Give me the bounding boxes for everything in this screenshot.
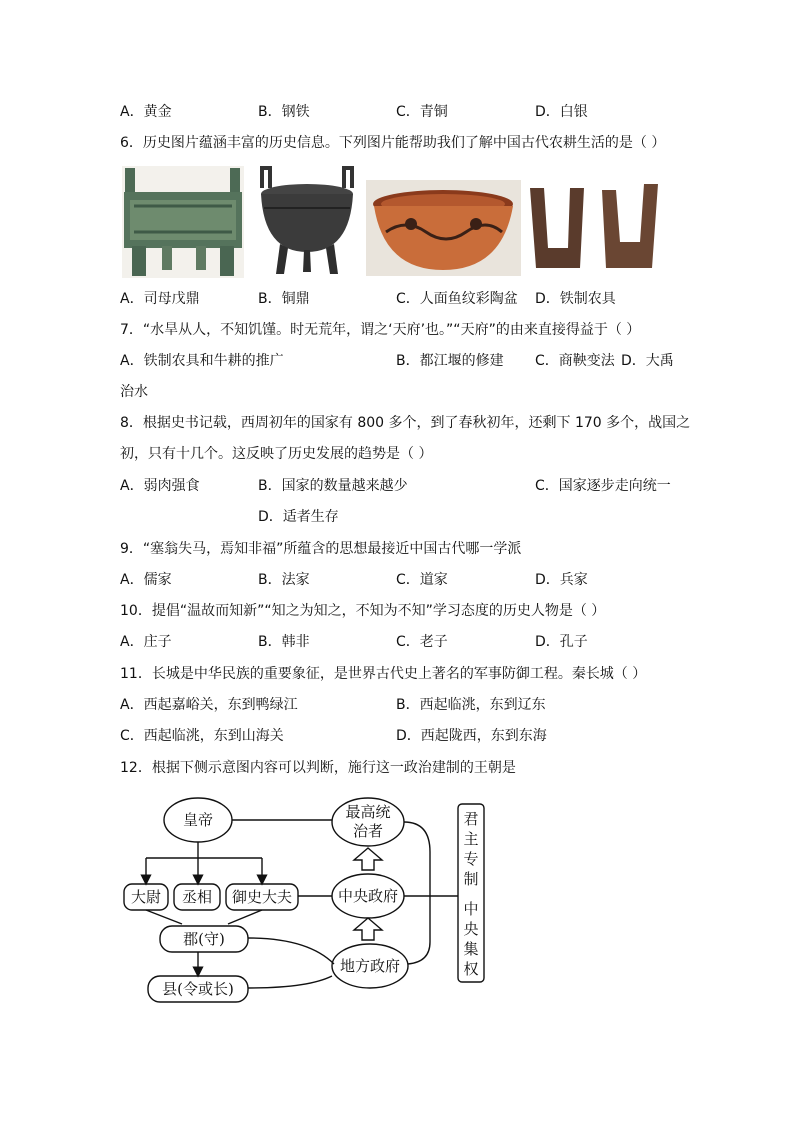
q11-option-d: D．西起陇西，东到东海 <box>396 728 547 744</box>
q6-stem: 6．历史图片蕴涵丰富的历史信息。下列图片能帮助我们了解中国古代农耕生活的是（ ） <box>120 135 666 151</box>
q5-option-b: B．钢铁 <box>258 104 310 120</box>
side-char: 制 <box>463 870 479 888</box>
side-char: 君 <box>463 810 479 828</box>
q8-option-b: B．国家的数量越来越少 <box>258 478 408 494</box>
q11-stem: 11．长城是中华民族的重要象征，是世界古代史上著名的军事防御工程。秦长城（ ） <box>120 666 647 682</box>
q10-option-d: D．孔子 <box>535 634 588 650</box>
q7-option-d-wrap: 治水 <box>120 384 148 400</box>
side-char: 央 <box>463 920 479 938</box>
q6-option-c: C．人面鱼纹彩陶盆 <box>396 291 518 307</box>
ding-photo-2 <box>254 164 360 276</box>
central-label: 中央政府 <box>337 887 399 905</box>
taiwei-label: 大尉 <box>130 888 162 906</box>
supreme-label-line1: 最高统 <box>345 803 391 821</box>
side-char: 中 <box>463 900 479 918</box>
q10-option-b: B．韩非 <box>258 634 310 650</box>
up-arrow-icon <box>354 918 382 940</box>
q6-option-d: D．铁制农具 <box>535 291 616 307</box>
q7-stem: 7．“水旱从人，不知饥馑。时无荒年，谓之‘天府’也。”“天府”的由来直接得益于（ ） <box>120 322 641 338</box>
q9-option-c: C．道家 <box>396 572 448 588</box>
jun-label: 郡(守) <box>183 930 225 948</box>
supreme-label-line2: 治者 <box>352 822 384 840</box>
political-structure-diagram <box>118 792 498 1012</box>
side-char: 主 <box>463 830 479 848</box>
q5-option-c: C．青铜 <box>396 104 448 120</box>
q11-option-c: C．西起临洮，东到山海关 <box>120 728 284 744</box>
q5-option-d: D．白银 <box>535 104 588 120</box>
q8-stem-line2: 初，只有十几个。这反映了历史发展的趋势是（ ） <box>120 446 433 462</box>
q8-option-a: A．弱肉强食 <box>120 478 200 494</box>
q10-option-c: C．老子 <box>396 634 448 650</box>
q11-option-b: B．西起临洮，东到辽东 <box>396 697 546 713</box>
xian-label: 县(令或长) <box>162 980 234 998</box>
q7-option-a: A．铁制农具和牛耕的推广 <box>120 353 284 369</box>
q11-option-a: A．西起嘉峪关，东到鸭绿江 <box>120 697 298 713</box>
side-char: 集 <box>463 940 479 958</box>
q7-option-d: D．大禹 <box>621 353 674 369</box>
ding-photo-1 <box>122 166 244 278</box>
pottery-basin-photo <box>366 180 521 276</box>
q6-option-a: A．司母戊鼎 <box>120 291 200 307</box>
q7-option-c: C．商鞅变法 <box>535 353 615 369</box>
q12-stem: 12．根据下侧示意图内容可以判断，施行这一政治建制的王朝是 <box>120 760 516 776</box>
q8-option-c: C．国家逐步走向统一 <box>535 478 671 494</box>
q9-option-d: D．兵家 <box>535 572 588 588</box>
q9-option-a: A．儒家 <box>120 572 172 588</box>
emperor-label: 皇帝 <box>182 811 214 829</box>
q5-option-a: A．黄金 <box>120 104 172 120</box>
q8-stem-line1: 8．根据史书记载，西周初年的国家有 800 多个，到了春秋初年，还剩下 170 多个，战国之 <box>120 415 691 431</box>
side-char: 权 <box>463 960 479 978</box>
side-char: 专 <box>463 850 479 868</box>
up-arrow-icon <box>354 848 382 870</box>
chengxiang-label: 丞相 <box>181 888 213 906</box>
q7-option-b: B．都江堰的修建 <box>396 353 504 369</box>
q8-option-d: D．适者生存 <box>258 509 339 525</box>
q6-option-b: B．铜鼎 <box>258 291 310 307</box>
yushi-label: 御史大夫 <box>231 888 293 906</box>
q9-stem: 9．“塞翁失马，焉知非福”所蕴含的思想最接近中国古代哪一学派 <box>120 541 522 557</box>
q9-option-b: B．法家 <box>258 572 310 588</box>
iron-tools-photo <box>526 180 674 276</box>
q10-stem: 10．提倡“温故而知新”“知之为知之，不知为不知”学习态度的历史人物是（ ） <box>120 603 606 619</box>
local-label: 地方政府 <box>339 957 401 975</box>
q10-option-a: A．庄子 <box>120 634 172 650</box>
